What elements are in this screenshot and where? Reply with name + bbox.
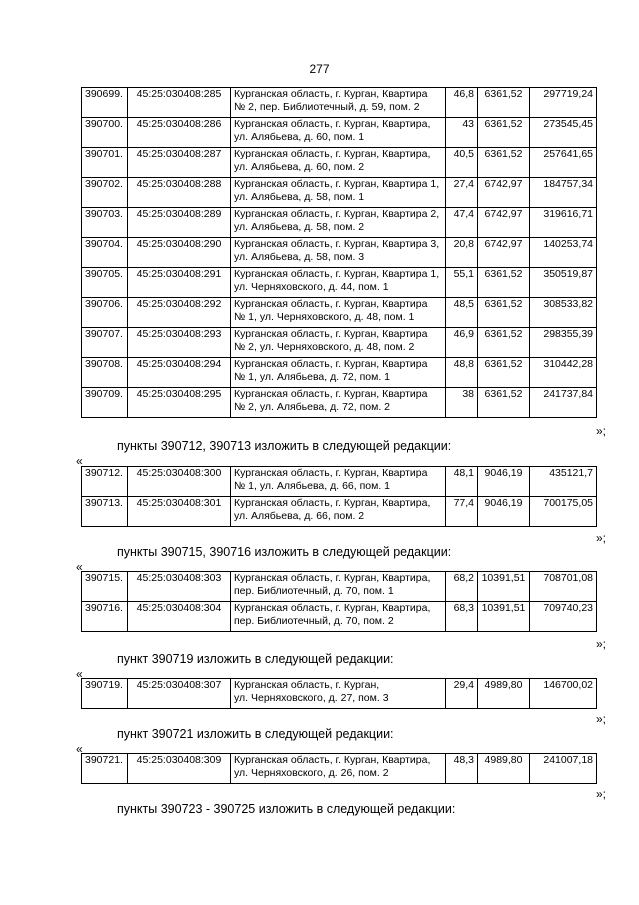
total-cell: 700175,05 (530, 497, 597, 527)
address-line-2: ул. Черняховского, д. 27, пом. 3 (234, 692, 389, 704)
address-line-1: Курганская область, г. Курган, Квартира (234, 467, 428, 479)
row-number: 390708. (82, 358, 128, 388)
address-line-2: № 1, ул. Алябьева, д. 66, пом. 1 (234, 480, 391, 492)
address-line-2: № 1, ул. Алябьева, д. 72, пом. 1 (234, 371, 391, 383)
table-row (82, 467, 597, 497)
address-line-1: Курганская область, г. Курган, Квартира, (234, 118, 431, 130)
row-number: 390706. (82, 298, 128, 328)
cadastral-number: 45:25:030408:289 (128, 208, 231, 238)
price-cell: 6361,52 (478, 298, 530, 328)
address-line-2: № 2, ул. Черняховского, д. 48, пом. 2 (234, 341, 415, 353)
row-number: 390719. (82, 679, 128, 709)
address-line-1: Курганская область, г. Курган, Квартира 3, (234, 238, 440, 250)
closing-quote: »; (596, 712, 607, 726)
area-cell: 46,9 (446, 328, 478, 358)
address-cell (231, 754, 446, 784)
table-row (82, 88, 597, 118)
table-row (82, 388, 597, 418)
total-cell: 310442,28 (530, 358, 597, 388)
table-row (82, 754, 597, 784)
address-cell (231, 388, 446, 418)
address-line-1: Курганская область, г. Курган, Квартира (234, 358, 428, 370)
cadastral-number: 45:25:030408:288 (128, 178, 231, 208)
table-row (82, 118, 597, 148)
price-cell: 9046,19 (478, 497, 530, 527)
area-cell: 27,4 (446, 178, 478, 208)
section-heading-3: пункт 390719 изложить в следующей редакции: (117, 652, 394, 666)
area-cell: 68,3 (446, 602, 478, 632)
area-cell: 77,4 (446, 497, 478, 527)
address-cell (231, 268, 446, 298)
address-line-2: ул. Алябьева, д. 58, пом. 2 (234, 221, 365, 233)
price-cell: 9046,19 (478, 467, 530, 497)
cadastral-number: 45:25:030408:303 (128, 572, 231, 602)
section-heading-1: пункты 390712, 390713 изложить в следующей редакции: (117, 439, 452, 453)
address-line-2: ул. Алябьева, д. 58, пом. 1 (234, 191, 365, 203)
table-row (82, 679, 597, 709)
total-cell: 308533,82 (530, 298, 597, 328)
table-row (82, 178, 597, 208)
row-number: 390705. (82, 268, 128, 298)
price-cell: 6361,52 (478, 358, 530, 388)
price-cell: 6361,52 (478, 388, 530, 418)
section-table-4 (81, 753, 597, 784)
area-cell: 47,4 (446, 208, 478, 238)
address-line-1: Курганская область, г. Курган, Квартира (234, 298, 428, 310)
cadastral-number: 45:25:030408:307 (128, 679, 231, 709)
area-cell: 46,8 (446, 88, 478, 118)
row-number: 390721. (82, 754, 128, 784)
price-cell: 6742,97 (478, 238, 530, 268)
address-line-2: пер. Библиотечный, д. 70, пом. 1 (234, 585, 394, 597)
cadastral-number: 45:25:030408:291 (128, 268, 231, 298)
address-cell (231, 88, 446, 118)
total-cell: 257641,65 (530, 148, 597, 178)
total-cell: 709740,23 (530, 602, 597, 632)
row-number: 390712. (82, 467, 128, 497)
price-cell: 4989,80 (478, 754, 530, 784)
row-number: 390716. (82, 602, 128, 632)
total-cell: 350519,87 (530, 268, 597, 298)
table-row (82, 208, 597, 238)
address-line-1: Курганская область, г. Курган, Квартира, (234, 572, 431, 584)
table-row (82, 602, 597, 632)
total-cell: 184757,34 (530, 178, 597, 208)
address-line-2: ул. Алябьева, д. 60, пом. 1 (234, 131, 365, 143)
row-number: 390704. (82, 238, 128, 268)
address-cell (231, 328, 446, 358)
price-cell: 4989,80 (478, 679, 530, 709)
address-line-2: № 1, ул. Черняховского, д. 48, пом. 1 (234, 311, 415, 323)
cadastral-number: 45:25:030408:287 (128, 148, 231, 178)
address-line-2: ул. Алябьева, д. 66, пом. 2 (234, 510, 365, 522)
total-cell: 297719,24 (530, 88, 597, 118)
address-line-2: № 2, ул. Алябьева, д. 72, пом. 2 (234, 401, 391, 413)
cadastral-number: 45:25:030408:301 (128, 497, 231, 527)
total-cell: 273545,45 (530, 118, 597, 148)
price-cell: 6361,52 (478, 328, 530, 358)
section-heading-2: пункты 390715, 390716 изложить в следующей редакции: (117, 545, 452, 559)
row-number: 390715. (82, 572, 128, 602)
row-number: 390702. (82, 178, 128, 208)
section-heading-5: пункты 390723 - 390725 изложить в следующей редакции: (117, 802, 456, 816)
price-cell: 6361,52 (478, 118, 530, 148)
table-row (82, 358, 597, 388)
closing-quote: »; (596, 787, 607, 801)
cadastral-number: 45:25:030408:292 (128, 298, 231, 328)
cadastral-number: 45:25:030408:304 (128, 602, 231, 632)
total-cell: 435121,7 (530, 467, 597, 497)
closing-quote: »; (596, 637, 607, 651)
total-cell: 241737,84 (530, 388, 597, 418)
address-line-2: ул. Черняховского, д. 44, пом. 1 (234, 281, 389, 293)
cadastral-number: 45:25:030408:286 (128, 118, 231, 148)
address-cell (231, 238, 446, 268)
section-table-2 (81, 571, 597, 632)
area-cell: 48,3 (446, 754, 478, 784)
table-row (82, 268, 597, 298)
price-cell: 6361,52 (478, 148, 530, 178)
row-number: 390707. (82, 328, 128, 358)
address-cell (231, 467, 446, 497)
closing-quote: »; (596, 531, 607, 545)
address-cell (231, 298, 446, 328)
opening-quote: « (76, 742, 83, 756)
price-cell: 6742,97 (478, 208, 530, 238)
table-row (82, 238, 597, 268)
total-cell: 146700,02 (530, 679, 597, 709)
section-heading-4: пункт 390721 изложить в следующей редакции: (117, 727, 394, 741)
address-cell (231, 208, 446, 238)
total-cell: 241007,18 (530, 754, 597, 784)
row-number: 390700. (82, 118, 128, 148)
table-row (82, 572, 597, 602)
address-line-1: Курганская область, г. Курган, Квартира, (234, 602, 431, 614)
area-cell: 20,8 (446, 238, 478, 268)
cadastral-number: 45:25:030408:295 (128, 388, 231, 418)
address-line-1: Курганская область, г. Курган, Квартира (234, 388, 428, 400)
address-line-1: Курганская область, г. Курган, Квартира 1, (234, 178, 440, 190)
price-cell: 6361,52 (478, 268, 530, 298)
cadastral-number: 45:25:030408:294 (128, 358, 231, 388)
opening-quote: « (76, 454, 83, 468)
address-cell (231, 602, 446, 632)
address-line-2: № 2, пер. Библиотечный, д. 59, пом. 2 (234, 101, 420, 113)
price-cell: 10391,51 (478, 572, 530, 602)
area-cell: 43 (446, 118, 478, 148)
total-cell: 298355,39 (530, 328, 597, 358)
address-cell (231, 178, 446, 208)
cadastral-number: 45:25:030408:290 (128, 238, 231, 268)
address-line-1: Курганская область, г. Курган, Квартира, (234, 497, 431, 509)
price-cell: 10391,51 (478, 602, 530, 632)
section-table-3 (81, 678, 597, 709)
table-row (82, 328, 597, 358)
address-line-2: ул. Алябьева, д. 60, пом. 2 (234, 161, 365, 173)
address-line-1: Курганская область, г. Курган, Квартира (234, 88, 428, 100)
address-cell (231, 679, 446, 709)
address-line-1: Курганская область, г. Курган, Квартира, (234, 148, 431, 160)
registry-table (81, 87, 597, 418)
address-line-2: пер. Библиотечный, д. 70, пом. 2 (234, 615, 394, 627)
table-row (82, 298, 597, 328)
address-cell (231, 358, 446, 388)
area-cell: 40,5 (446, 148, 478, 178)
address-cell (231, 572, 446, 602)
row-number: 390699. (82, 88, 128, 118)
page-number: 277 (309, 62, 330, 76)
cadastral-number: 45:25:030408:285 (128, 88, 231, 118)
row-number: 390709. (82, 388, 128, 418)
cadastral-number: 45:25:030408:309 (128, 754, 231, 784)
price-cell: 6742,97 (478, 178, 530, 208)
cadastral-number: 45:25:030408:293 (128, 328, 231, 358)
address-line-1: Курганская область, г. Курган, Квартира 1, (234, 268, 440, 280)
area-cell: 68,2 (446, 572, 478, 602)
table-row (82, 148, 597, 178)
opening-quote: « (76, 667, 83, 681)
row-number: 390713. (82, 497, 128, 527)
address-line-2: ул. Алябьева, д. 58, пом. 3 (234, 251, 365, 263)
area-cell: 55,1 (446, 268, 478, 298)
address-line-1: Курганская область, г. Курган, Квартира (234, 328, 428, 340)
area-cell: 29,4 (446, 679, 478, 709)
area-cell: 48,1 (446, 467, 478, 497)
address-cell (231, 148, 446, 178)
section-table-1 (81, 466, 597, 527)
price-cell: 6361,52 (478, 88, 530, 118)
total-cell: 140253,74 (530, 238, 597, 268)
area-cell: 38 (446, 388, 478, 418)
row-number: 390701. (82, 148, 128, 178)
total-cell: 319616,71 (530, 208, 597, 238)
address-line-1: Курганская область, г. Курган, (234, 679, 380, 691)
table-row (82, 497, 597, 527)
address-cell (231, 118, 446, 148)
row-number: 390703. (82, 208, 128, 238)
address-line-1: Курганская область, г. Курган, Квартира, (234, 754, 431, 766)
area-cell: 48,5 (446, 298, 478, 328)
opening-quote: « (76, 560, 83, 574)
area-cell: 48,8 (446, 358, 478, 388)
closing-quote: »; (596, 424, 607, 438)
address-line-1: Курганская область, г. Курган, Квартира 2, (234, 208, 440, 220)
address-cell (231, 497, 446, 527)
total-cell: 708701,08 (530, 572, 597, 602)
cadastral-number: 45:25:030408:300 (128, 467, 231, 497)
address-line-2: ул. Черняховского, д. 26, пом. 2 (234, 767, 389, 779)
